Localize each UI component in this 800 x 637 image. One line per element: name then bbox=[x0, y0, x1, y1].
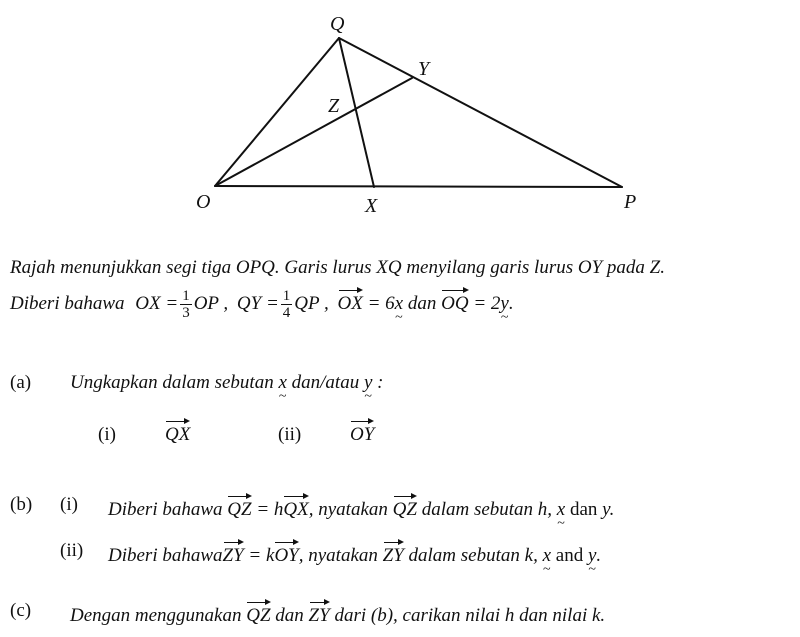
point-label-O: O bbox=[196, 191, 211, 213]
given-text: Diberi bahawa bbox=[108, 499, 223, 520]
vector-ZY: ZY bbox=[223, 540, 244, 567]
find-text: dari (b), carikan nilai h dan nilai k. bbox=[334, 605, 606, 626]
part-a-instruction: Ungkapkan dalam sebutan bbox=[70, 372, 274, 393]
intro-given-line bbox=[10, 288, 514, 321]
point-label-X: X bbox=[365, 195, 378, 217]
intro-end: . bbox=[508, 293, 514, 314]
eq1-lhs: OX = bbox=[135, 293, 179, 314]
vector-OY: OY bbox=[274, 540, 298, 567]
vector-x-symbol: x ~ bbox=[557, 499, 565, 521]
part-a-ii-label: (ii) bbox=[278, 424, 302, 445]
fraction-one-third bbox=[180, 288, 192, 321]
vector-OY: OY bbox=[350, 419, 374, 446]
fraction-numerator: 1 bbox=[282, 288, 291, 305]
segment-OP bbox=[215, 186, 622, 187]
fraction-one-quarter bbox=[281, 288, 293, 321]
part-c-line bbox=[10, 600, 790, 630]
vector-y-symbol: y ~ bbox=[588, 545, 596, 567]
part-b-ii-text bbox=[108, 540, 601, 567]
part-c-text bbox=[70, 600, 605, 627]
vector-OX: OX bbox=[338, 288, 363, 315]
segment-OY bbox=[215, 78, 412, 186]
vector-ZY: ZY bbox=[383, 540, 404, 567]
intro-line-1 bbox=[10, 257, 665, 279]
part-b-ii-label: (ii) bbox=[60, 540, 84, 561]
eq4-mid: = 2 bbox=[473, 293, 501, 314]
vector-y-symbol: y ~ bbox=[500, 293, 508, 315]
part-b-i-text bbox=[108, 494, 614, 521]
dan-word: dan bbox=[569, 499, 598, 520]
in-terms-text: dalam sebutan h, bbox=[421, 499, 553, 520]
vector-QZ: QZ bbox=[227, 494, 251, 521]
end-period: . bbox=[609, 499, 615, 520]
vector-QZ: QZ bbox=[246, 600, 270, 627]
intro-text: Rajah menunjukkan segi tiga OPQ. Garis lurus XQ menyilang garis lurus OY pada Z. bbox=[10, 257, 665, 278]
point-label-Q: Q bbox=[330, 13, 345, 35]
dan-word: dan bbox=[275, 605, 304, 626]
equals-h: = h bbox=[256, 499, 284, 520]
vector-QZ: QZ bbox=[393, 494, 417, 521]
dan-word: dan bbox=[407, 293, 437, 314]
part-c-label: (c) bbox=[10, 600, 32, 621]
part-a-label: (a) bbox=[10, 372, 32, 393]
segment-QP bbox=[339, 38, 622, 187]
state-text: , nyatakan bbox=[308, 499, 388, 520]
part-b-ii-line bbox=[10, 540, 790, 570]
and-word: and bbox=[555, 545, 584, 566]
end-period: . bbox=[596, 545, 602, 566]
part-b-i-line bbox=[10, 494, 790, 524]
point-label-Z: Z bbox=[328, 95, 340, 117]
vector-x-symbol: x ~ bbox=[278, 372, 286, 394]
part-b-i-label: (i) bbox=[60, 494, 78, 515]
fraction-numerator: 1 bbox=[182, 288, 190, 305]
vector-x-symbol: x ~ bbox=[543, 545, 551, 567]
given-text: Diberi bahawa bbox=[108, 545, 223, 566]
danatau-word: dan/atau bbox=[291, 372, 360, 393]
state-text: , nyatakan bbox=[298, 545, 378, 566]
in-terms-text: dalam sebutan k, bbox=[408, 545, 538, 566]
part-b-label: (b) bbox=[10, 494, 33, 515]
vector-QX: QX bbox=[165, 419, 190, 446]
vector-QX: QX bbox=[283, 494, 308, 521]
vector-y-symbol: y ~ bbox=[364, 372, 372, 394]
equals-k: = k bbox=[248, 545, 275, 566]
segment-QX bbox=[339, 38, 374, 187]
fraction-denominator: 4 bbox=[282, 305, 291, 322]
eq1-rhs: OP , bbox=[193, 293, 229, 314]
point-label-P: P bbox=[624, 191, 637, 213]
segment-OQ bbox=[215, 38, 339, 186]
colon: : bbox=[377, 372, 384, 393]
part-a-text bbox=[70, 372, 383, 394]
vector-x-symbol: x ~ bbox=[395, 293, 403, 315]
given-prefix: Diberi bahawa bbox=[10, 293, 125, 314]
point-label-Y: Y bbox=[418, 58, 430, 80]
part-a-i-label: (i) bbox=[98, 424, 116, 445]
eq2-rhs: QP , bbox=[294, 293, 329, 314]
eq3-mid: = 6 bbox=[367, 293, 395, 314]
y-symbol: y bbox=[602, 499, 610, 520]
eq2-lhs: QY = bbox=[236, 293, 279, 314]
vector-OQ: OQ bbox=[441, 288, 468, 315]
fraction-denominator: 3 bbox=[182, 305, 190, 322]
part-a-subitems bbox=[10, 424, 790, 454]
triangle-diagram bbox=[0, 0, 800, 240]
using-text: Dengan menggunakan bbox=[70, 605, 242, 626]
vector-ZY: ZY bbox=[309, 600, 330, 627]
